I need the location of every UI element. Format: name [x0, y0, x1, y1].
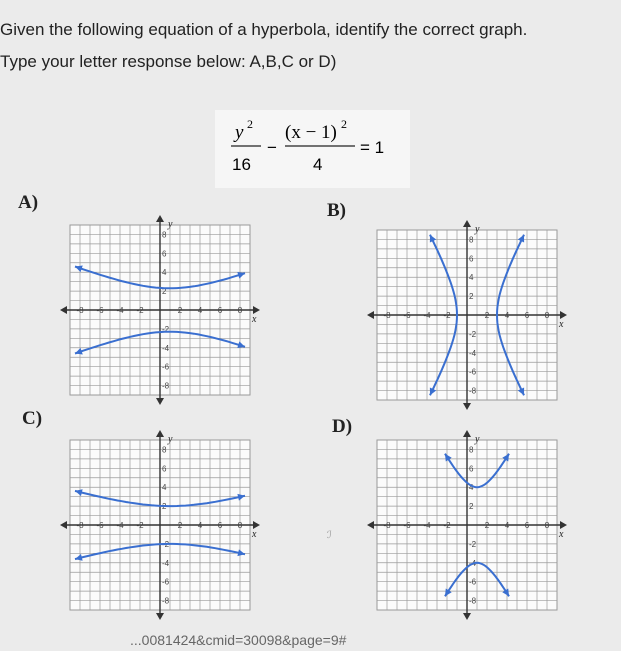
instruction-line-2: Type your letter response below: A,B,C or D)	[0, 52, 337, 71]
x-axis-arrow-left	[60, 521, 67, 529]
y-tick-label: -4	[469, 558, 477, 568]
instruction-line-1: Given the following equation of a hyperbola, identify the correct graph.	[0, 20, 528, 39]
x-axis-label: x	[559, 319, 564, 330]
x-axis-arrow-right	[560, 311, 567, 319]
y-axis-arrow-up	[156, 430, 164, 437]
y-tick-label: -8	[162, 381, 170, 391]
x-axis-arrow-right	[253, 306, 260, 314]
y-axis-label: y	[475, 224, 480, 235]
y-tick-label: -6	[162, 362, 170, 372]
y-axis-arrow-down	[463, 613, 471, 620]
y-tick-label: -6	[162, 577, 170, 587]
minus-sign: −	[267, 138, 277, 157]
x-tick-label: 4	[197, 306, 203, 315]
x-tick-label: -2	[443, 311, 451, 320]
y-tick-label: 8	[469, 445, 474, 455]
y-tick-label: 4	[162, 483, 167, 493]
y-tick-label: 4	[469, 483, 474, 493]
y-tick-label: -6	[469, 367, 477, 377]
y-tick-label: -6	[469, 577, 477, 587]
x-axis-arrow-right	[253, 521, 260, 529]
y-axis-arrow-up	[463, 220, 471, 227]
y-tick-label: 6	[162, 249, 167, 259]
y-tick-label: -8	[469, 596, 477, 606]
term1-numerator: y	[235, 122, 244, 143]
x-tick-label: -6	[403, 521, 411, 530]
y-tick-label: -4	[469, 348, 477, 358]
x-tick-label: 6	[524, 521, 530, 530]
x-tick-label: -8	[76, 306, 84, 315]
graph-a	[55, 210, 270, 410]
x-tick-label: -8	[383, 521, 391, 530]
y-tick-label: -2	[162, 324, 170, 334]
x-tick-label: 4	[504, 311, 510, 320]
y-tick-label: 6	[162, 464, 167, 474]
stray-mark: ℐ	[327, 530, 332, 541]
x-tick-label: -8	[383, 311, 391, 320]
x-tick-label: -2	[136, 521, 144, 530]
y-tick-label: 8	[162, 445, 167, 455]
y-tick-label: 2	[162, 502, 167, 512]
y-tick-label: 8	[162, 230, 167, 240]
y-tick-label: 2	[469, 502, 474, 512]
y-tick-label: -4	[162, 558, 170, 568]
x-tick-label: -6	[96, 521, 104, 530]
x-tick-label: 4	[197, 521, 203, 530]
y-tick-label: 4	[162, 268, 167, 278]
x-tick-label: -4	[423, 521, 431, 530]
x-axis-arrow-left	[367, 311, 374, 319]
url-fragment: ...0081424&cmid=30098&page=9#	[130, 632, 347, 648]
graph-d	[362, 425, 577, 625]
y-tick-label: 2	[469, 292, 474, 302]
y-tick-label: 2	[162, 287, 167, 297]
y-axis-label: y	[168, 434, 173, 445]
option-d-label: D)	[332, 416, 353, 437]
y-tick-label: -4	[162, 343, 170, 353]
y-axis-arrow-down	[463, 403, 471, 410]
x-tick-label: -6	[403, 311, 411, 320]
x-axis-arrow-right	[560, 521, 567, 529]
x-tick-label: -8	[76, 521, 84, 530]
x-tick-label: 8	[544, 311, 550, 320]
y-tick-label: 6	[469, 254, 474, 264]
graph-c	[55, 425, 270, 625]
y-tick-label: -8	[162, 596, 170, 606]
y-tick-label: 6	[469, 464, 474, 474]
x-axis-label: x	[252, 529, 257, 540]
option-c-label: C)	[22, 408, 43, 429]
x-tick-label: 4	[504, 521, 510, 530]
x-axis-arrow-left	[367, 521, 374, 529]
term2-numerator: (x − 1)	[285, 122, 337, 143]
x-tick-label: 8	[237, 521, 243, 530]
y-tick-label: -8	[469, 386, 477, 396]
x-tick-label: -6	[96, 306, 104, 315]
x-tick-label: -4	[423, 311, 431, 320]
x-tick-label: 6	[524, 311, 530, 320]
x-axis-arrow-left	[60, 306, 67, 314]
x-tick-label: -2	[443, 521, 451, 530]
x-tick-label: 6	[217, 306, 223, 315]
x-tick-label: 8	[544, 521, 550, 530]
y-axis-arrow-up	[156, 215, 164, 222]
term1-exponent: 2	[247, 117, 253, 131]
x-axis-label: x	[559, 529, 564, 540]
y-tick-label: -2	[469, 539, 477, 549]
x-tick-label: 2	[177, 306, 183, 315]
graph-b	[362, 215, 577, 415]
term2-exponent: 2	[341, 117, 347, 131]
x-tick-label: -2	[136, 306, 144, 315]
y-axis-label: y	[475, 434, 480, 445]
x-tick-label: 6	[217, 521, 223, 530]
option-a-label: A)	[18, 192, 39, 213]
x-axis-label: x	[252, 314, 257, 325]
y-tick-label: -2	[469, 329, 477, 339]
y-axis-arrow-down	[156, 613, 164, 620]
x-tick-label: 2	[484, 311, 490, 320]
option-b-label: B)	[327, 200, 346, 221]
x-tick-label: -4	[116, 521, 124, 530]
hyperbola-equation	[215, 110, 410, 188]
term2-denominator: 4	[313, 155, 323, 174]
y-axis-arrow-up	[463, 430, 471, 437]
x-tick-label: 8	[237, 306, 243, 315]
equals-one: = 1	[360, 138, 385, 157]
y-axis-label: y	[168, 219, 173, 230]
x-tick-label: 2	[177, 521, 183, 530]
y-tick-label: 4	[469, 273, 474, 283]
y-tick-label: -2	[162, 539, 170, 549]
x-tick-label: -4	[116, 306, 124, 315]
x-tick-label: 2	[484, 521, 490, 530]
y-tick-label: 8	[469, 235, 474, 245]
y-axis-arrow-down	[156, 398, 164, 405]
term1-denominator: 16	[232, 155, 251, 174]
